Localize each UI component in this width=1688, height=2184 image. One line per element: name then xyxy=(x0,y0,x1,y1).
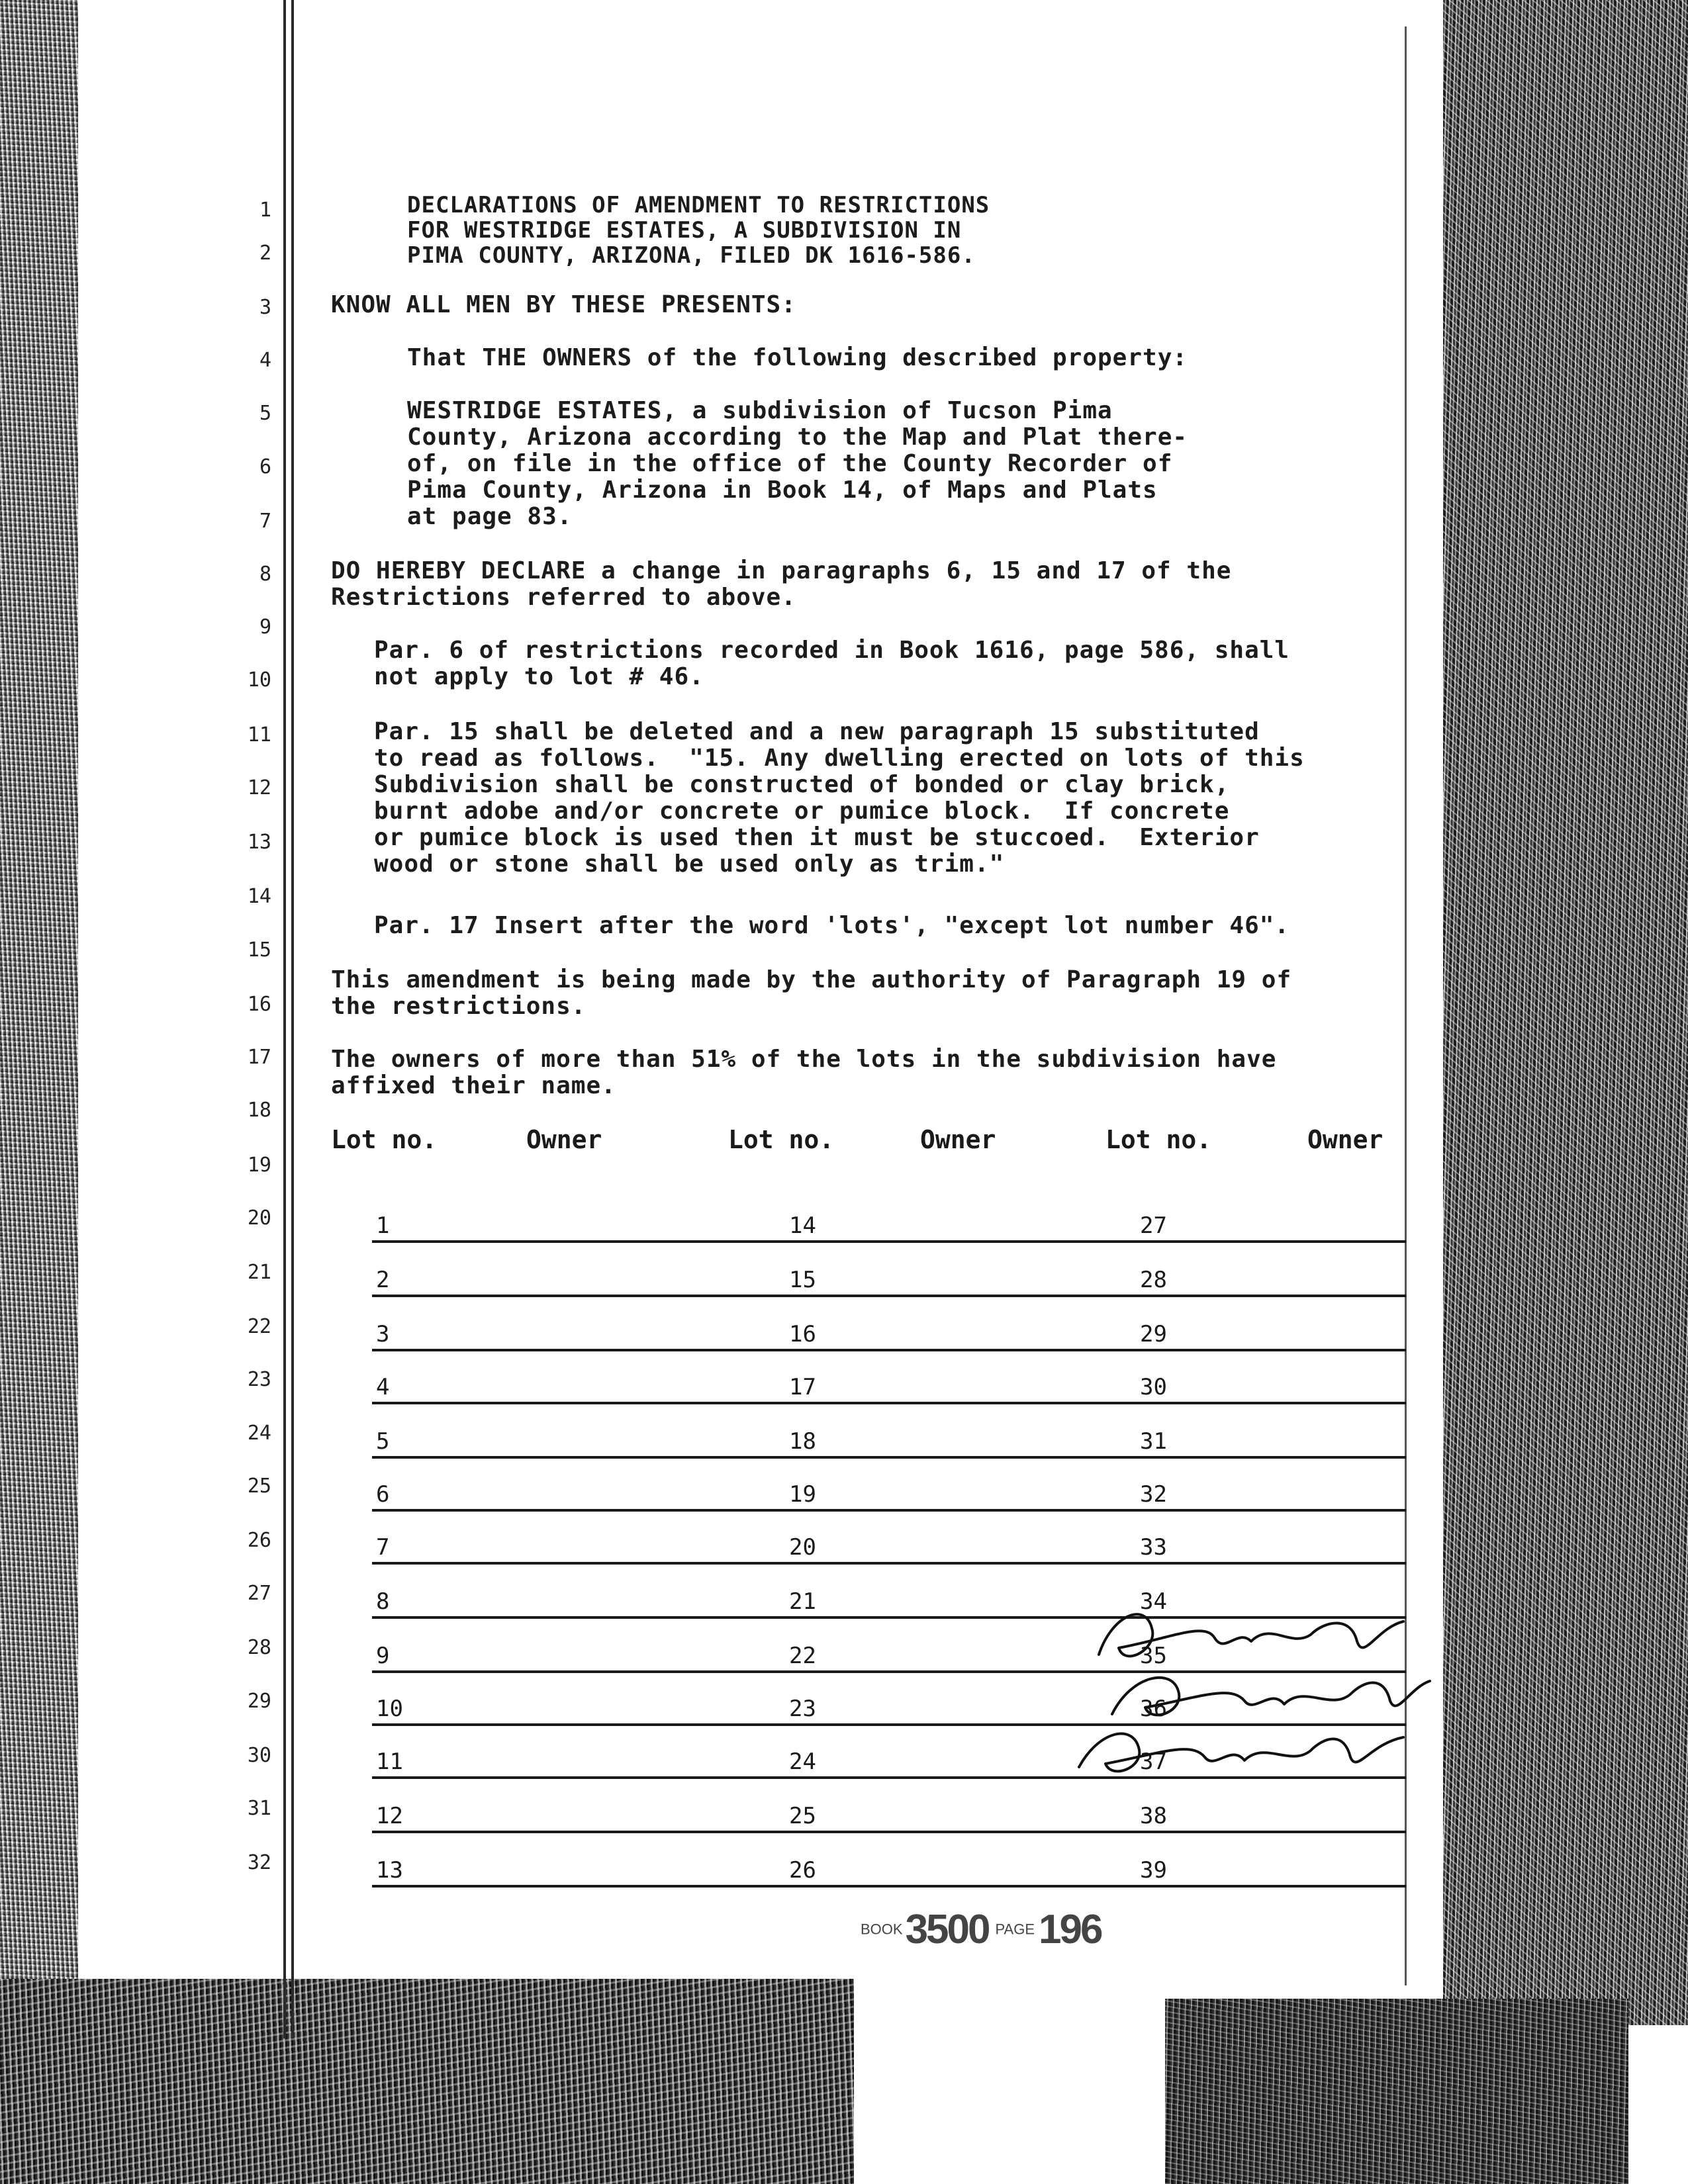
par15-line: wood or stone shall be used only as trim." xyxy=(374,850,1005,878)
signature-line xyxy=(372,1295,1406,1297)
intro-line: KNOW ALL MEN BY THESE PRESENTS: xyxy=(331,291,796,318)
owners-pct-line: affixed their name. xyxy=(331,1072,616,1099)
signature-line xyxy=(372,1456,1406,1459)
property-line: County, Arizona according to the Map and Plat there- xyxy=(407,424,1188,451)
line-number: 10 xyxy=(247,668,271,692)
line-number: 22 xyxy=(247,1315,271,1338)
lot-number: 11 xyxy=(376,1749,403,1775)
lot-number: 27 xyxy=(1140,1212,1167,1239)
line-number: 27 xyxy=(247,1582,271,1605)
lot-number: 2 xyxy=(376,1267,390,1293)
lot-number: 34 xyxy=(1140,1588,1167,1615)
owner-header: Owner xyxy=(1307,1125,1383,1154)
lot-no-header: Lot no. xyxy=(728,1125,835,1154)
line-number: 24 xyxy=(247,1422,271,1445)
line-number: 1 xyxy=(259,199,271,222)
handwritten-signature xyxy=(1072,1575,1443,1813)
par15-line: Subdivision shall be constructed of bonded or clay brick, xyxy=(374,771,1230,798)
lot-number: 28 xyxy=(1140,1267,1167,1293)
line-number: 12 xyxy=(247,776,271,799)
stamp-book-label: BOOK xyxy=(861,1921,903,1938)
property-line: of, on file in the office of the County Recorder of xyxy=(407,450,1173,477)
recording-stamp xyxy=(861,1906,1101,1953)
line-number: 19 xyxy=(247,1154,271,1177)
line-number: 25 xyxy=(247,1475,271,1498)
par6-line: Par. 6 of restrictions recorded in Book 1616, page 586, shall xyxy=(374,637,1290,664)
pleading-rule-left-inner xyxy=(291,0,294,2038)
signature-line xyxy=(372,1349,1406,1351)
property-line: Pima County, Arizona in Book 14, of Maps and Plats xyxy=(407,477,1158,504)
authority-line: the restrictions. xyxy=(331,993,586,1020)
lot-number: 31 xyxy=(1140,1428,1167,1455)
line-number: 26 xyxy=(247,1529,271,1552)
stamp-book-number: 3500 xyxy=(905,1907,989,1952)
owner-header: Owner xyxy=(920,1125,996,1154)
property-line: at page 83. xyxy=(407,503,573,530)
lot-number: 25 xyxy=(789,1803,816,1829)
lot-number: 24 xyxy=(789,1749,816,1775)
scan-border-bottom-right xyxy=(1165,1999,1628,2184)
line-number: 9 xyxy=(259,615,271,639)
line-number: 4 xyxy=(259,349,271,372)
line-number: 17 xyxy=(247,1046,271,1069)
lot-number: 13 xyxy=(376,1857,403,1884)
par6-line: not apply to lot # 46. xyxy=(374,663,704,690)
lot-number: 19 xyxy=(789,1481,816,1508)
lot-number: 39 xyxy=(1140,1857,1167,1884)
document-title-line: DECLARATIONS OF AMENDMENT TO RESTRICTIONS xyxy=(407,192,990,218)
line-number: 20 xyxy=(247,1206,271,1230)
line-number: 14 xyxy=(247,885,271,908)
lot-number: 1 xyxy=(376,1212,390,1239)
lot-number: 20 xyxy=(789,1534,816,1561)
signature-line xyxy=(372,1562,1406,1565)
par17-line: Par. 17 Insert after the word 'lots', "except lot number 46". xyxy=(374,912,1290,939)
line-number: 29 xyxy=(247,1690,271,1713)
lot-number: 33 xyxy=(1140,1534,1167,1561)
lot-number: 8 xyxy=(376,1588,390,1615)
signature-line xyxy=(372,1240,1406,1243)
lot-number: 32 xyxy=(1140,1481,1167,1508)
lot-number: 4 xyxy=(376,1374,390,1400)
line-number: 8 xyxy=(259,563,271,586)
line-number: 15 xyxy=(247,938,271,962)
document-title-line: FOR WESTRIDGE ESTATES, A SUBDIVISION IN xyxy=(407,217,962,244)
line-number: 23 xyxy=(247,1368,271,1391)
line-number: 30 xyxy=(247,1744,271,1767)
lot-number: 35 xyxy=(1140,1643,1167,1669)
declare-line: DO HEREBY DECLARE a change in paragraphs 6, 15 and 17 of the xyxy=(331,557,1232,584)
line-number: 31 xyxy=(247,1797,271,1820)
lot-number: 10 xyxy=(376,1696,403,1722)
lot-number: 9 xyxy=(376,1643,390,1669)
scan-border-left xyxy=(0,0,78,2184)
declare-line: Restrictions referred to above. xyxy=(331,584,796,611)
lot-number: 37 xyxy=(1140,1749,1167,1775)
line-number: 13 xyxy=(247,831,271,854)
owners-line: That THE OWNERS of the following described property: xyxy=(407,344,1188,371)
lot-number: 23 xyxy=(789,1696,816,1722)
lot-number: 21 xyxy=(789,1588,816,1615)
lot-number: 16 xyxy=(789,1321,816,1347)
lot-number: 15 xyxy=(789,1267,816,1293)
line-number: 32 xyxy=(247,1851,271,1874)
signature-line xyxy=(372,1831,1406,1833)
lot-number: 22 xyxy=(789,1643,816,1669)
scan-border-right xyxy=(1443,0,1688,2025)
document-title-line: PIMA COUNTY, ARIZONA, FILED DK 1616-586. xyxy=(407,242,976,269)
lot-number: 26 xyxy=(789,1857,816,1884)
par15-line: to read as follows. "15. Any dwelling erected on lots of this xyxy=(374,745,1305,772)
lot-number: 12 xyxy=(376,1803,403,1829)
line-number: 2 xyxy=(259,242,271,265)
line-number: 28 xyxy=(247,1636,271,1659)
lot-number: 17 xyxy=(789,1374,816,1400)
line-number: 5 xyxy=(259,402,271,425)
line-number: 11 xyxy=(247,723,271,747)
lot-number: 6 xyxy=(376,1481,390,1508)
lot-number: 36 xyxy=(1140,1696,1167,1722)
par15-line: burnt adobe and/or concrete or pumice block. If concrete xyxy=(374,797,1230,825)
stamp-page-label: PAGE xyxy=(995,1921,1035,1938)
lot-number: 14 xyxy=(789,1212,816,1239)
line-number: 6 xyxy=(259,455,271,478)
par15-line: or pumice block is used then it must be stuccoed. Exterior xyxy=(374,824,1260,851)
authority-line: This amendment is being made by the authority of Paragraph 19 of xyxy=(331,966,1292,993)
lot-number: 29 xyxy=(1140,1321,1167,1347)
signature-line xyxy=(372,1509,1406,1512)
property-line: WESTRIDGE ESTATES, a subdivision of Tucson Pima xyxy=(407,397,1113,424)
signature-line xyxy=(372,1885,1406,1888)
line-number: 21 xyxy=(247,1261,271,1284)
lot-number: 38 xyxy=(1140,1803,1167,1829)
owner-header: Lot no. xyxy=(1105,1125,1212,1154)
line-number: 18 xyxy=(247,1099,271,1122)
line-number: 7 xyxy=(259,510,271,533)
lot-number: 30 xyxy=(1140,1374,1167,1400)
owner-header: Owner xyxy=(526,1125,602,1154)
scan-border-bottom-left xyxy=(0,1979,854,2184)
signature-line xyxy=(372,1402,1406,1404)
lot-number: 7 xyxy=(376,1534,390,1561)
lot-number: 3 xyxy=(376,1321,390,1347)
lot-number: 5 xyxy=(376,1428,390,1455)
owners-pct-line: The owners of more than 51% of the lots in the subdivision have xyxy=(331,1046,1277,1073)
par15-line: Par. 15 shall be deleted and a new paragraph 15 substituted xyxy=(374,718,1260,745)
stamp-page-number: 196 xyxy=(1039,1907,1102,1952)
line-number: 3 xyxy=(259,296,271,319)
line-number: 16 xyxy=(247,993,271,1016)
lot-number: 18 xyxy=(789,1428,816,1455)
pleading-rule-left xyxy=(283,0,286,2038)
lot-no-header: Lot no. xyxy=(331,1125,438,1154)
